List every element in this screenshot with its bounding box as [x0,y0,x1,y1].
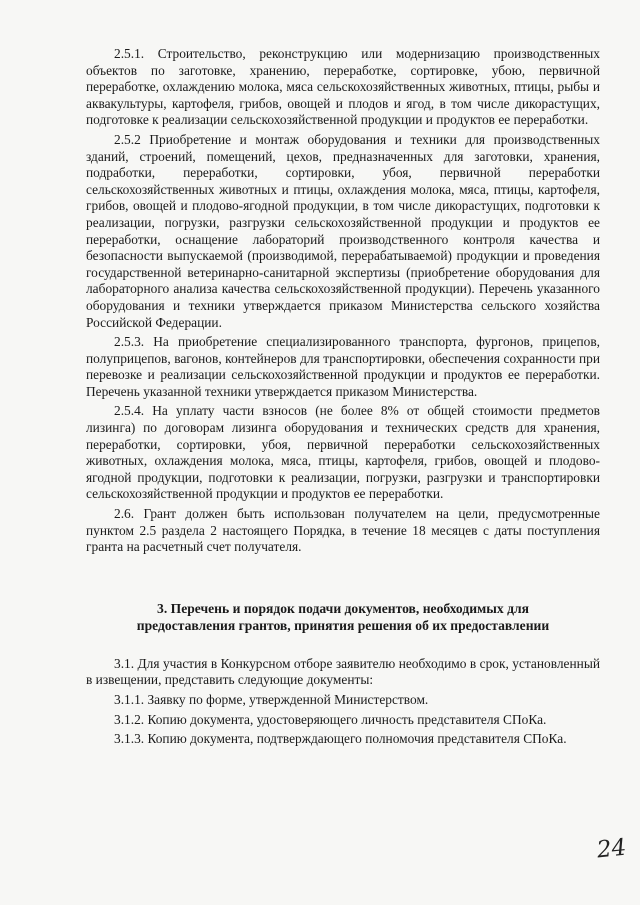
section-2-5-text [86,46,600,556]
section-3-heading [86,600,600,634]
paragraph-2-5-4: 2.5.4. На уплату части взносов (не более 8% от общей стоимости предметов лизинга) по договорам лизинга оборудования и технических средств для хранения, переработки, сортировки, убоя, первичной переработки сельскохозяйственных животных, охлаждения молока, мяса, птицы, картофеля, грибов, овощей и плодово-ягодной продукции, подготовки к реализации, погрузки, разгрузки и транспортировки сельскохозяйственной продукции и продуктов ее переработки. [86,403,600,502]
paragraph-3-1: 3.1. Для участия в Конкурсном отборе заявителю необходимо в срок, установленный в извещении, представить следующие документы: [86,655,600,688]
section-3-heading-line-1: 3. Перечень и порядок подачи документов, необходимых для [157,600,529,616]
paragraph-3-1-2: 3.1.2. Копию документа, удостоверяющего личность представителя СПоКа. [114,711,547,727]
paragraph-2-6: 2.6. Грант должен быть использован получателем на цели, предусмотренные пунктом 2.5 раздела 2 настоящего Порядка, в течение 18 месяцев с даты поступления гранта на расчетный счет получателя. [86,506,600,555]
paragraph-2-5-1: 2.5.1. Строительство, реконструкцию или модернизацию производственных объектов по заготовке, хранению, переработке, сортировке, убою, первичной переработке, охлаждению молока, мяса сельскохозяйственных животных, птицы, рыбы и аквакультуры, картофеля, грибов, овощей и плодов и ягод, в том числе дикорастущих, подготовке к реализации сельскохозяйственной продукции и продуктов ее переработки. [86,46,600,128]
handwritten-page-number: 24 [595,834,628,864]
section-3-heading-line-2: предоставления грантов, принятия решения об их предоставлении [136,617,550,633]
paragraph-3-1-3: 3.1.3. Копию документа, подтверждающего полномочия представителя СПоКа. [114,731,567,747]
section-3-text [86,656,600,748]
paragraph-3-1-1: 3.1.1. Заявку по форме, утвержденной Министерством. [114,692,429,707]
paragraph-2-5-3: 2.5.3. На приобретение специализированного транспорта, фургонов, прицепов, полуприцепов, вагонов, контейнеров для транспортировки, обеспечения сохранности при перевозке и реализации сельскохозяйственной продукции и продуктов ее переработки. Перечень указанной техники утверждается приказом Министерства. [86,334,600,399]
paragraph-2-5-2: 2.5.2 Приобретение и монтаж оборудования и техники для производственных зданий, строений, помещений, цехов, предназначенных для заготовки, хранения, подработки, переработки, сортировки, убоя, первичной переработки сельскохозяйственных животных и птицы, охлаждения молока, мяса, птицы, картофеля, грибов, овощей и плодово-ягодной продукции, в том числе дикорастущих, подготовки к реализации, погрузки, разгрузки сельскохозяйственной продукции и продуктов ее переработки, оснащение лабораторий производственного контроля качества и безопасности выпускаемой (производимой, перерабатываемой) продукции и проведения государственной ветеринарно-санитарной экспертизы (приобретение оборудования для лабораторного анализа качества сельскохозяйственной продукции). Перечень указанного оборудования и техники утверждается приказом Министерства сельского хозяйства Российской Федерации. [86,131,600,330]
